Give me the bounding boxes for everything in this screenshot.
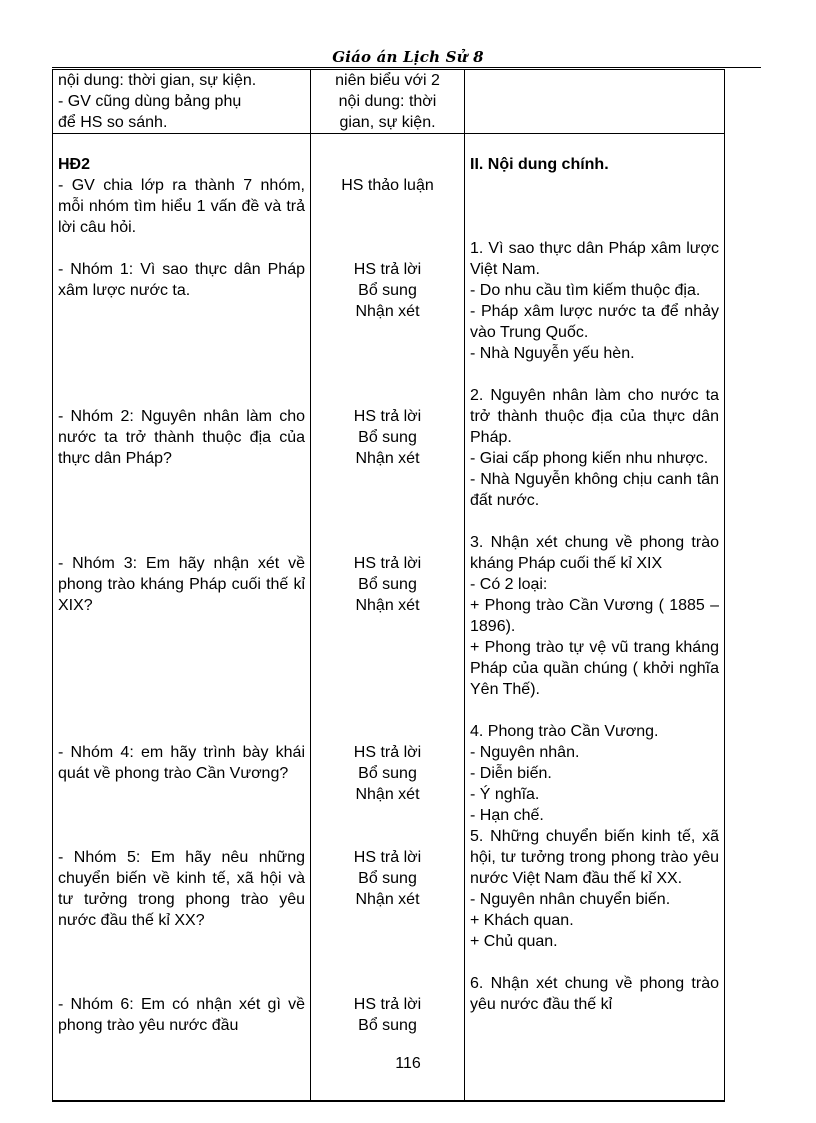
text-line: HS trả lời xyxy=(353,555,422,572)
group-question-2: - Nhóm 2: Nguyên nhân làm cho nước ta trở thành thuộc địa của thực dân Pháp? xyxy=(58,408,305,467)
text-line: Nhận xét xyxy=(355,597,420,614)
content-section-5 xyxy=(470,826,719,973)
text-line: - Do nhu cầu tìm kiếm thuộc địa. xyxy=(470,282,701,299)
group-question-1: - Nhóm 1: Vì sao thực dân Pháp xâm lược nước ta. xyxy=(58,261,305,299)
text-line: niên biểu với 2 xyxy=(335,72,440,89)
page-header-title: Giáo án Lịch Sử 8 xyxy=(332,48,484,66)
text-line: - Nhà Nguyễn yếu hèn. xyxy=(470,345,635,362)
text-line: + Phong trào Cần Vương ( 1885 – 1896). xyxy=(470,597,719,635)
page-number: 116 xyxy=(395,1055,421,1072)
text-line: - Nhà Nguyễn không chịu canh tân đất nước. xyxy=(470,471,719,509)
text-line: gian, sự kiện. xyxy=(339,114,436,131)
content-heading: II. Nội dung chính. xyxy=(470,156,609,173)
text-line: - GV cũng dùng bảng phụ xyxy=(58,93,242,110)
text-line: HS trả lời xyxy=(353,261,422,278)
text-line: + Chủ quan. xyxy=(470,933,558,950)
content-cell-top xyxy=(465,70,725,134)
group-question-5: - Nhóm 5: Em hãy nêu những chuyển biến về kinh tế, xã hội và tư tưởng trong phong trào yêu nước đầu thế kỉ XX? xyxy=(58,849,305,929)
text-line: Bổ sung xyxy=(358,1017,417,1034)
text-line: - Hạn chế. xyxy=(470,807,544,824)
group-response-4 xyxy=(316,742,459,847)
content-column xyxy=(465,134,725,1102)
text-line: 5. Những chuyển biến kinh tế, xã hội, tư tưởng trong phong trào yêu nước Việt Nam đầu thế kỉ XX. xyxy=(470,828,719,887)
text-line: 3. Nhận xét chung về phong trào kháng Pháp cuối thế kỉ XIX xyxy=(470,534,719,572)
content-section-4 xyxy=(470,721,719,826)
teacher-column xyxy=(53,134,311,1102)
text-line: 6. Nhận xét chung về phong trào yêu nước đầu thế kỉ xyxy=(470,975,719,1013)
text-line: để HS so sánh. xyxy=(58,114,168,131)
table-row-activity xyxy=(53,134,725,1102)
text-line: Nhận xét xyxy=(355,786,420,803)
lesson-plan-table xyxy=(52,69,725,1102)
content-section-3 xyxy=(470,532,719,721)
student-cell-top xyxy=(311,70,465,134)
header-rule xyxy=(52,67,761,68)
activity-heading: HĐ2 xyxy=(58,156,91,173)
group-question-6: - Nhóm 6: Em có nhận xét gì về phong trào yêu nước đầu xyxy=(58,996,305,1034)
text-line: - Pháp xâm lược nước ta để nhảy vào Trung Quốc. xyxy=(470,303,719,341)
text-line: - Nguyên nhân chuyển biến. xyxy=(470,891,671,908)
activity-intro: - GV chia lớp ra thành 7 nhóm, mỗi nhóm tìm hiểu 1 vấn đề và trả lời câu hỏi. xyxy=(58,177,305,236)
text-line: Bổ sung xyxy=(358,870,417,887)
text-line: - Giai cấp phong kiến nhu nhược. xyxy=(470,450,709,467)
text-line: Bổ sung xyxy=(358,429,417,446)
text-line: 2. Nguyên nhân làm cho nước ta trở thành thuộc địa của thực dân Pháp. xyxy=(470,387,719,446)
text-line: Nhận xét xyxy=(355,450,420,467)
group-response-1 xyxy=(316,259,459,406)
text-line: Bổ sung xyxy=(358,576,417,593)
teacher-cell-top xyxy=(53,70,311,134)
content-section-6 xyxy=(470,973,719,1015)
text-line: HS trả lời xyxy=(353,744,422,761)
text-line: Nhận xét xyxy=(355,303,420,320)
text-line: + Phong trào tự vệ vũ trang kháng Pháp của quần chúng ( khởi nghĩa Yên Thế). xyxy=(470,639,719,698)
text-line: - Nguyên nhân. xyxy=(470,744,580,761)
table-row-continuation xyxy=(53,70,725,134)
content-section-1 xyxy=(470,238,719,385)
intro-student-activity: HS thảo luận xyxy=(341,177,434,194)
group-question-3: - Nhóm 3: Em hãy nhận xét về phong trào kháng Pháp cuối thế kỉ XIX? xyxy=(58,555,305,614)
text-line: Bổ sung xyxy=(358,282,417,299)
text-line: 1. Vì sao thực dân Pháp xâm lược Việt Nam. xyxy=(470,240,719,278)
text-line: HS trả lời xyxy=(353,996,422,1013)
text-line: Nhận xét xyxy=(355,891,420,908)
content-section-2 xyxy=(470,385,719,532)
text-line: HS trả lời xyxy=(353,849,422,866)
student-column xyxy=(311,134,465,1102)
group-response-6 xyxy=(316,994,459,1036)
text-line: HS trả lời xyxy=(353,408,422,425)
text-line: nội dung: thời xyxy=(338,93,437,110)
text-line: + Khách quan. xyxy=(470,912,574,929)
group-question-4: - Nhóm 4: em hãy trình bày khái quát về phong trào Cần Vương? xyxy=(58,744,305,782)
text-line: Bổ sung xyxy=(358,765,417,782)
group-response-3 xyxy=(316,553,459,742)
text-line: - Có 2 loại: xyxy=(470,576,548,593)
group-response-2 xyxy=(316,406,459,553)
text-line: 4. Phong trào Cần Vương. xyxy=(470,723,659,740)
group-response-5 xyxy=(316,847,459,994)
text-line: - Diễn biến. xyxy=(470,765,552,782)
text-line: - Ý nghĩa. xyxy=(470,786,540,803)
text-line: nội dung: thời gian, sự kiện. xyxy=(58,72,257,89)
